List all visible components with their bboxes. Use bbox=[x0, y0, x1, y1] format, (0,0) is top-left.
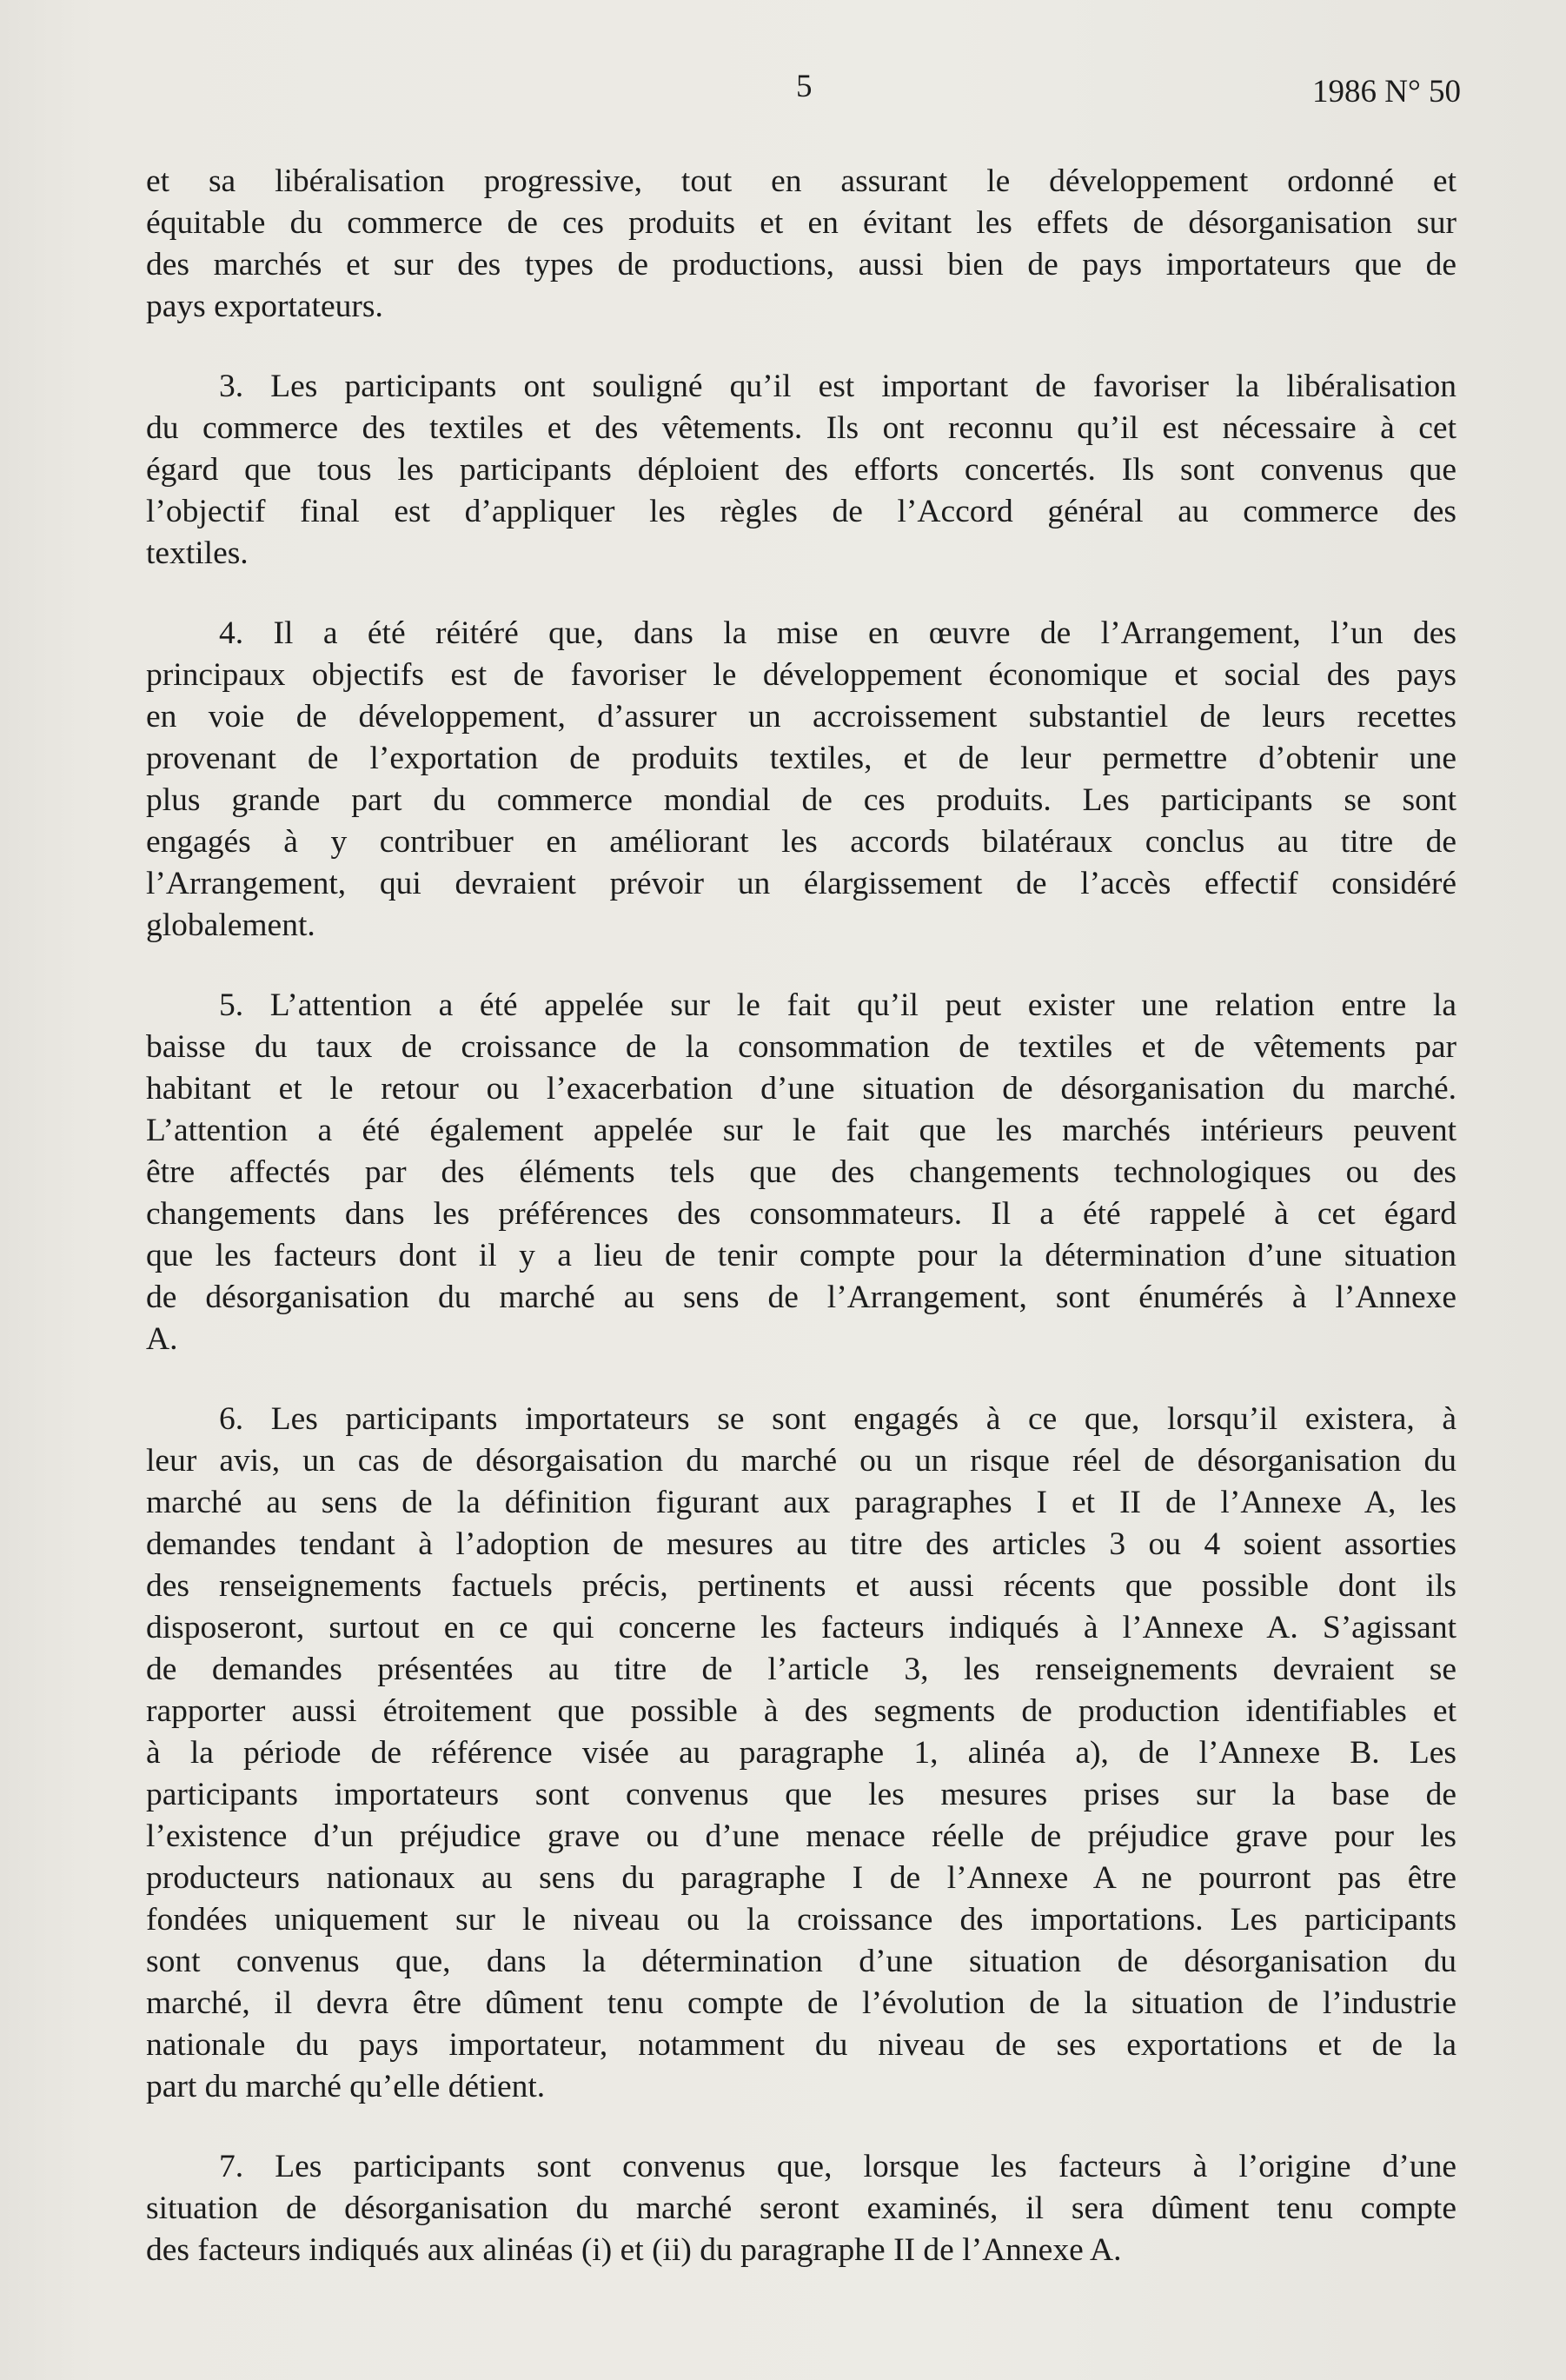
text-line: des marchés et sur des types de productions, aussi bien de pays importateurs que de bbox=[146, 247, 1457, 283]
paragraph-7 bbox=[146, 2146, 1457, 2271]
body-text bbox=[146, 161, 1457, 2310]
text-line: marché, il devra être dûment tenu compte de l’évolution de la situation de l’industrie bbox=[146, 1985, 1457, 2021]
text-line: demandes tendant à l’adoption de mesures au titre des articles 3 ou 4 soient assorties bbox=[146, 1526, 1457, 1562]
paragraph-3 bbox=[146, 366, 1457, 575]
paragraph-6 bbox=[146, 1399, 1457, 2108]
text-line: du commerce des textiles et des vêtements. Ils ont reconnu qu’il est nécessaire à cet bbox=[146, 410, 1457, 446]
text-line: producteurs nationaux au sens du paragraphe I de l’Annexe A ne pourront pas être bbox=[146, 1860, 1457, 1896]
text-line: à la période de référence visée au paragraphe 1, alinéa a), de l’Annexe B. Les bbox=[146, 1735, 1457, 1771]
page-header bbox=[0, 68, 1566, 120]
text-line: marché au sens de la définition figurant aux paragraphes I et II de l’Annexe A, les bbox=[146, 1485, 1457, 1520]
text-line: pays exportateurs. bbox=[146, 289, 383, 324]
text-line: fondées uniquement sur le niveau ou la croissance des importations. Les participants bbox=[146, 1902, 1457, 1938]
text-line: situation de désorganisation du marché seront examinés, il sera dûment tenu compte bbox=[146, 2191, 1457, 2226]
text-line: que les facteurs dont il y a lieu de tenir compte pour la détermination d’une situation bbox=[146, 1238, 1457, 1273]
text-line: de demandes présentées au titre de l’article 3, les renseignements devraient se bbox=[146, 1652, 1457, 1687]
text-line: équitable du commerce de ces produits et en évitant les effets de désorganisation sur bbox=[146, 205, 1457, 241]
text-line: textiles. bbox=[146, 535, 249, 571]
text-line: et sa libéralisation progressive, tout en assurant le développement ordonné et bbox=[146, 163, 1457, 199]
text-line: l’existence d’un préjudice grave ou d’une menace réelle de préjudice grave pour les bbox=[146, 1818, 1457, 1854]
text-line: principaux objectifs est de favoriser le développement économique et social des pays bbox=[146, 657, 1457, 693]
text-line: changements dans les préférences des consommateurs. Il a été rappelé à cet égard bbox=[146, 1196, 1457, 1232]
gazette-reference: 1986 N° 50 bbox=[1311, 74, 1461, 110]
paragraph-5 bbox=[146, 985, 1457, 1360]
text-line: égard que tous les participants déploient des efforts concertés. Ils sont convenus que bbox=[146, 452, 1457, 488]
text-line: l’objectif final est d’appliquer les règles de l’Accord général au commerce des bbox=[146, 494, 1457, 529]
text-line: habitant et le retour ou l’exacerbation d’une situation de désorganisation du marché. bbox=[146, 1071, 1457, 1107]
text-line: rapporter aussi étroitement que possible à des segments de production identifiables et bbox=[146, 1693, 1457, 1729]
paragraph-continuation bbox=[146, 161, 1457, 328]
text-line: des renseignements factuels précis, pertinents et aussi récents que possible dont ils bbox=[146, 1568, 1457, 1604]
text-line: de désorganisation du marché au sens de l’Arrangement, sont énumérés à l’Annexe bbox=[146, 1280, 1457, 1315]
text-line: participants importateurs sont convenus que les mesures prises sur la base de bbox=[146, 1777, 1457, 1812]
text-line: baisse du taux de croissance de la consommation de textiles et de vêtements par bbox=[146, 1029, 1457, 1065]
text-line: 6. Les participants importateurs se sont engagés à ce que, lorsqu’il existera, à bbox=[219, 1401, 1457, 1437]
text-line: A. bbox=[146, 1321, 178, 1357]
paragraph-4 bbox=[146, 613, 1457, 947]
text-line: 7. Les participants sont convenus que, lorsque les facteurs à l’origine d’une bbox=[219, 2149, 1457, 2184]
text-line: L’attention a été également appelée sur le fait que les marchés intérieurs peuvent bbox=[146, 1113, 1457, 1148]
text-line: être affectés par des éléments tels que des changements technologiques ou des bbox=[146, 1154, 1457, 1190]
text-line: provenant de l’exportation de produits textiles, et de leur permettre d’obtenir une bbox=[146, 741, 1457, 776]
text-line: en voie de développement, d’assurer un accroissement substantiel de leurs recettes bbox=[146, 699, 1457, 735]
text-line: engagés à y contribuer en améliorant les accords bilatéraux conclus au titre de bbox=[146, 824, 1457, 860]
text-line: 5. L’attention a été appelée sur le fait qu’il peut exister une relation entre la bbox=[219, 987, 1457, 1023]
page-number: 5 bbox=[796, 69, 813, 104]
text-line: sont convenus que, dans la détermination d’une situation de désorganisation du bbox=[146, 1944, 1457, 1979]
text-line: 3. Les participants ont souligné qu’il est important de favoriser la libéralisation bbox=[219, 369, 1457, 404]
text-line: disposeront, surtout en ce qui concerne les facteurs indiqués à l’Annexe A. S’agissant bbox=[146, 1610, 1457, 1645]
text-line: des facteurs indiqués aux alinéas (i) et (ii) du paragraphe II de l’Annexe A. bbox=[146, 2232, 1122, 2268]
text-line: part du marché qu’elle détient. bbox=[146, 2069, 546, 2104]
text-line: 4. Il a été réitéré que, dans la mise en œuvre de l’Arrangement, l’un des bbox=[219, 615, 1457, 651]
text-line: leur avis, un cas de désorgaisation du marché ou un risque réel de désorganisation du bbox=[146, 1443, 1457, 1479]
text-line: nationale du pays importateur, notamment du niveau de ses exportations et de la bbox=[146, 2027, 1457, 2063]
text-line: plus grande part du commerce mondial de ces produits. Les participants se sont bbox=[146, 782, 1457, 818]
text-line: l’Arrangement, qui devraient prévoir un élargissement de l’accès effectif considéré bbox=[146, 866, 1457, 901]
text-line: globalement. bbox=[146, 907, 315, 943]
